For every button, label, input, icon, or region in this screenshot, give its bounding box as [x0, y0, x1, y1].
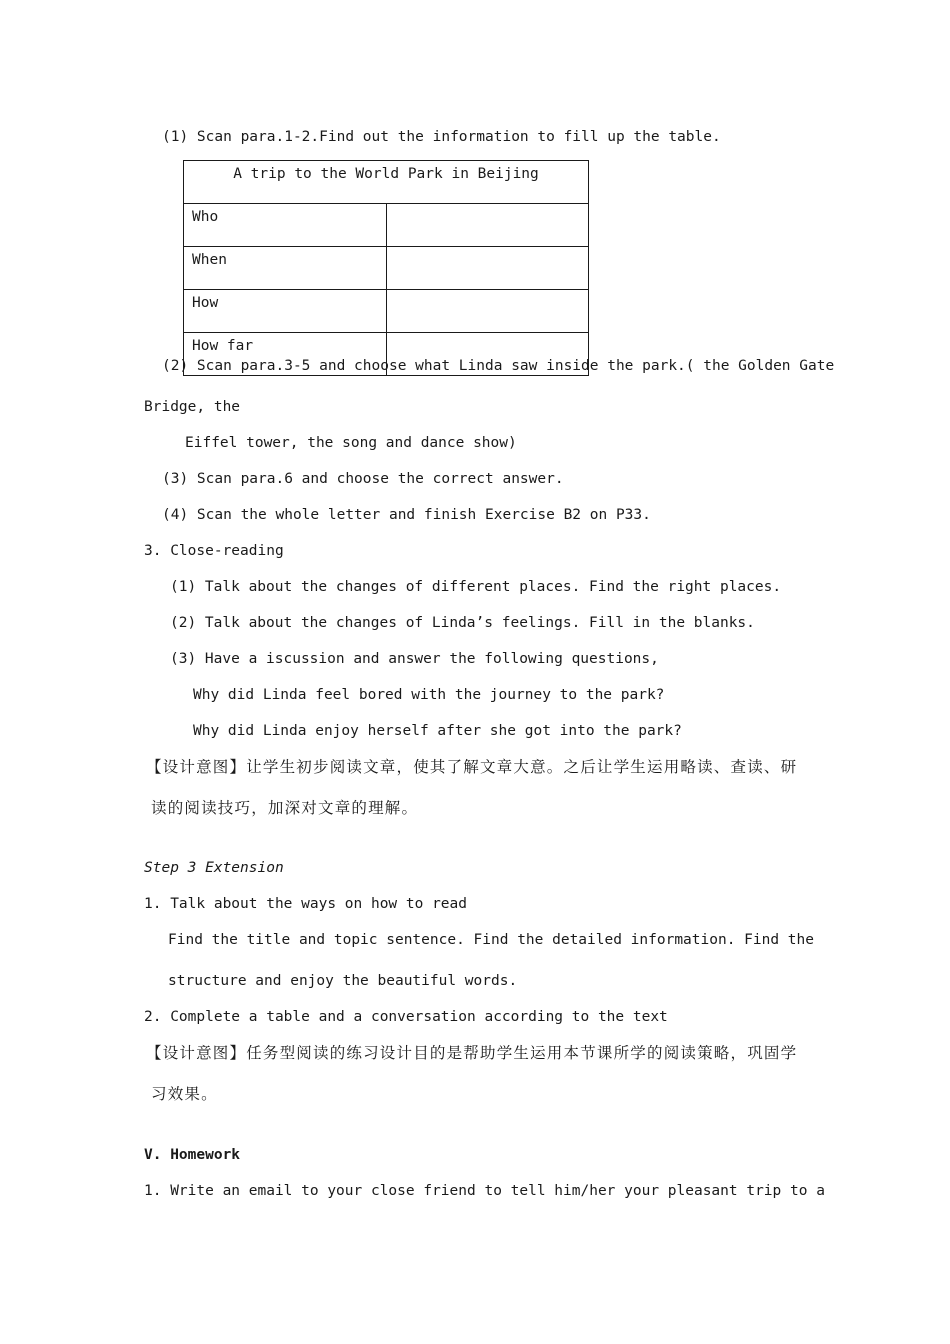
- table-title: A trip to the World Park in Beijing: [184, 161, 589, 204]
- table-row: [184, 290, 589, 333]
- table-row: [184, 204, 589, 247]
- extension-item-1: 1. Talk about the ways on how to read: [144, 896, 468, 912]
- row-label-who: Who: [184, 204, 387, 247]
- close-reading-item-3: (3) Have a iscussion and answer the following questions,: [170, 651, 659, 667]
- row-label-when: When: [184, 247, 387, 290]
- scan-para-3-5-continued: Bridge, the: [144, 399, 241, 415]
- homework-heading: V. Homework: [144, 1147, 241, 1163]
- row-label-how-far: How far: [184, 333, 387, 376]
- table-row: [184, 247, 589, 290]
- question-1: Why did Linda feel bored with the journey to the park?: [193, 687, 665, 703]
- scan-para-3-5-instruction: (2) Scan para.3-5 and choose what Linda saw inside the park.( the Golden Gate: [162, 358, 835, 374]
- scan-whole-letter-instruction: (4) Scan the whole letter and finish Exercise B2 on P33.: [162, 507, 651, 523]
- scan-para-3-5-options: Eiffel tower, the song and dance show): [185, 435, 517, 451]
- design-intent-2-line-1: 【设计意图】任务型阅读的练习设计目的是帮助学生运用本节课所学的阅读策略，巩固学: [146, 1044, 798, 1062]
- design-intent-1-line-2: 读的阅读技巧，加深对文章的理解。: [151, 799, 419, 817]
- extension-item-2: 2. Complete a table and a conversation according to the text: [144, 1009, 668, 1025]
- step-3-heading: Step 3 Extension: [144, 860, 284, 876]
- design-intent-2-line-2: 习效果。: [151, 1085, 218, 1103]
- reading-ways-line-1: Find the title and topic sentence. Find the detailed information. Find the: [168, 932, 815, 948]
- scan-para-6-instruction: (3) Scan para.6 and choose the correct answer.: [162, 471, 564, 487]
- row-value-when: [386, 247, 589, 290]
- row-value-who: [386, 204, 589, 247]
- row-value-how: [386, 290, 589, 333]
- homework-item-1: 1. Write an email to your close friend to tell him/her your pleasant trip to a: [144, 1183, 825, 1199]
- close-reading-item-2: (2) Talk about the changes of Linda’s feelings. Fill in the blanks.: [170, 615, 755, 631]
- row-label-how: How: [184, 290, 387, 333]
- design-intent-1-line-1: 【设计意图】让学生初步阅读文章，使其了解文章大意。之后让学生运用略读、查读、研: [146, 758, 798, 776]
- reading-ways-line-2: structure and enjoy the beautiful words.: [168, 973, 518, 989]
- table-header-row: [184, 161, 589, 204]
- trip-info-table: [183, 160, 589, 376]
- close-reading-heading: 3. Close-reading: [144, 543, 284, 559]
- question-2: Why did Linda enjoy herself after she got into the park?: [193, 723, 682, 739]
- close-reading-item-1: (1) Talk about the changes of different places. Find the right places.: [170, 579, 782, 595]
- scan-para-1-2-instruction: (1) Scan para.1-2.Find out the information to fill up the table.: [162, 129, 721, 145]
